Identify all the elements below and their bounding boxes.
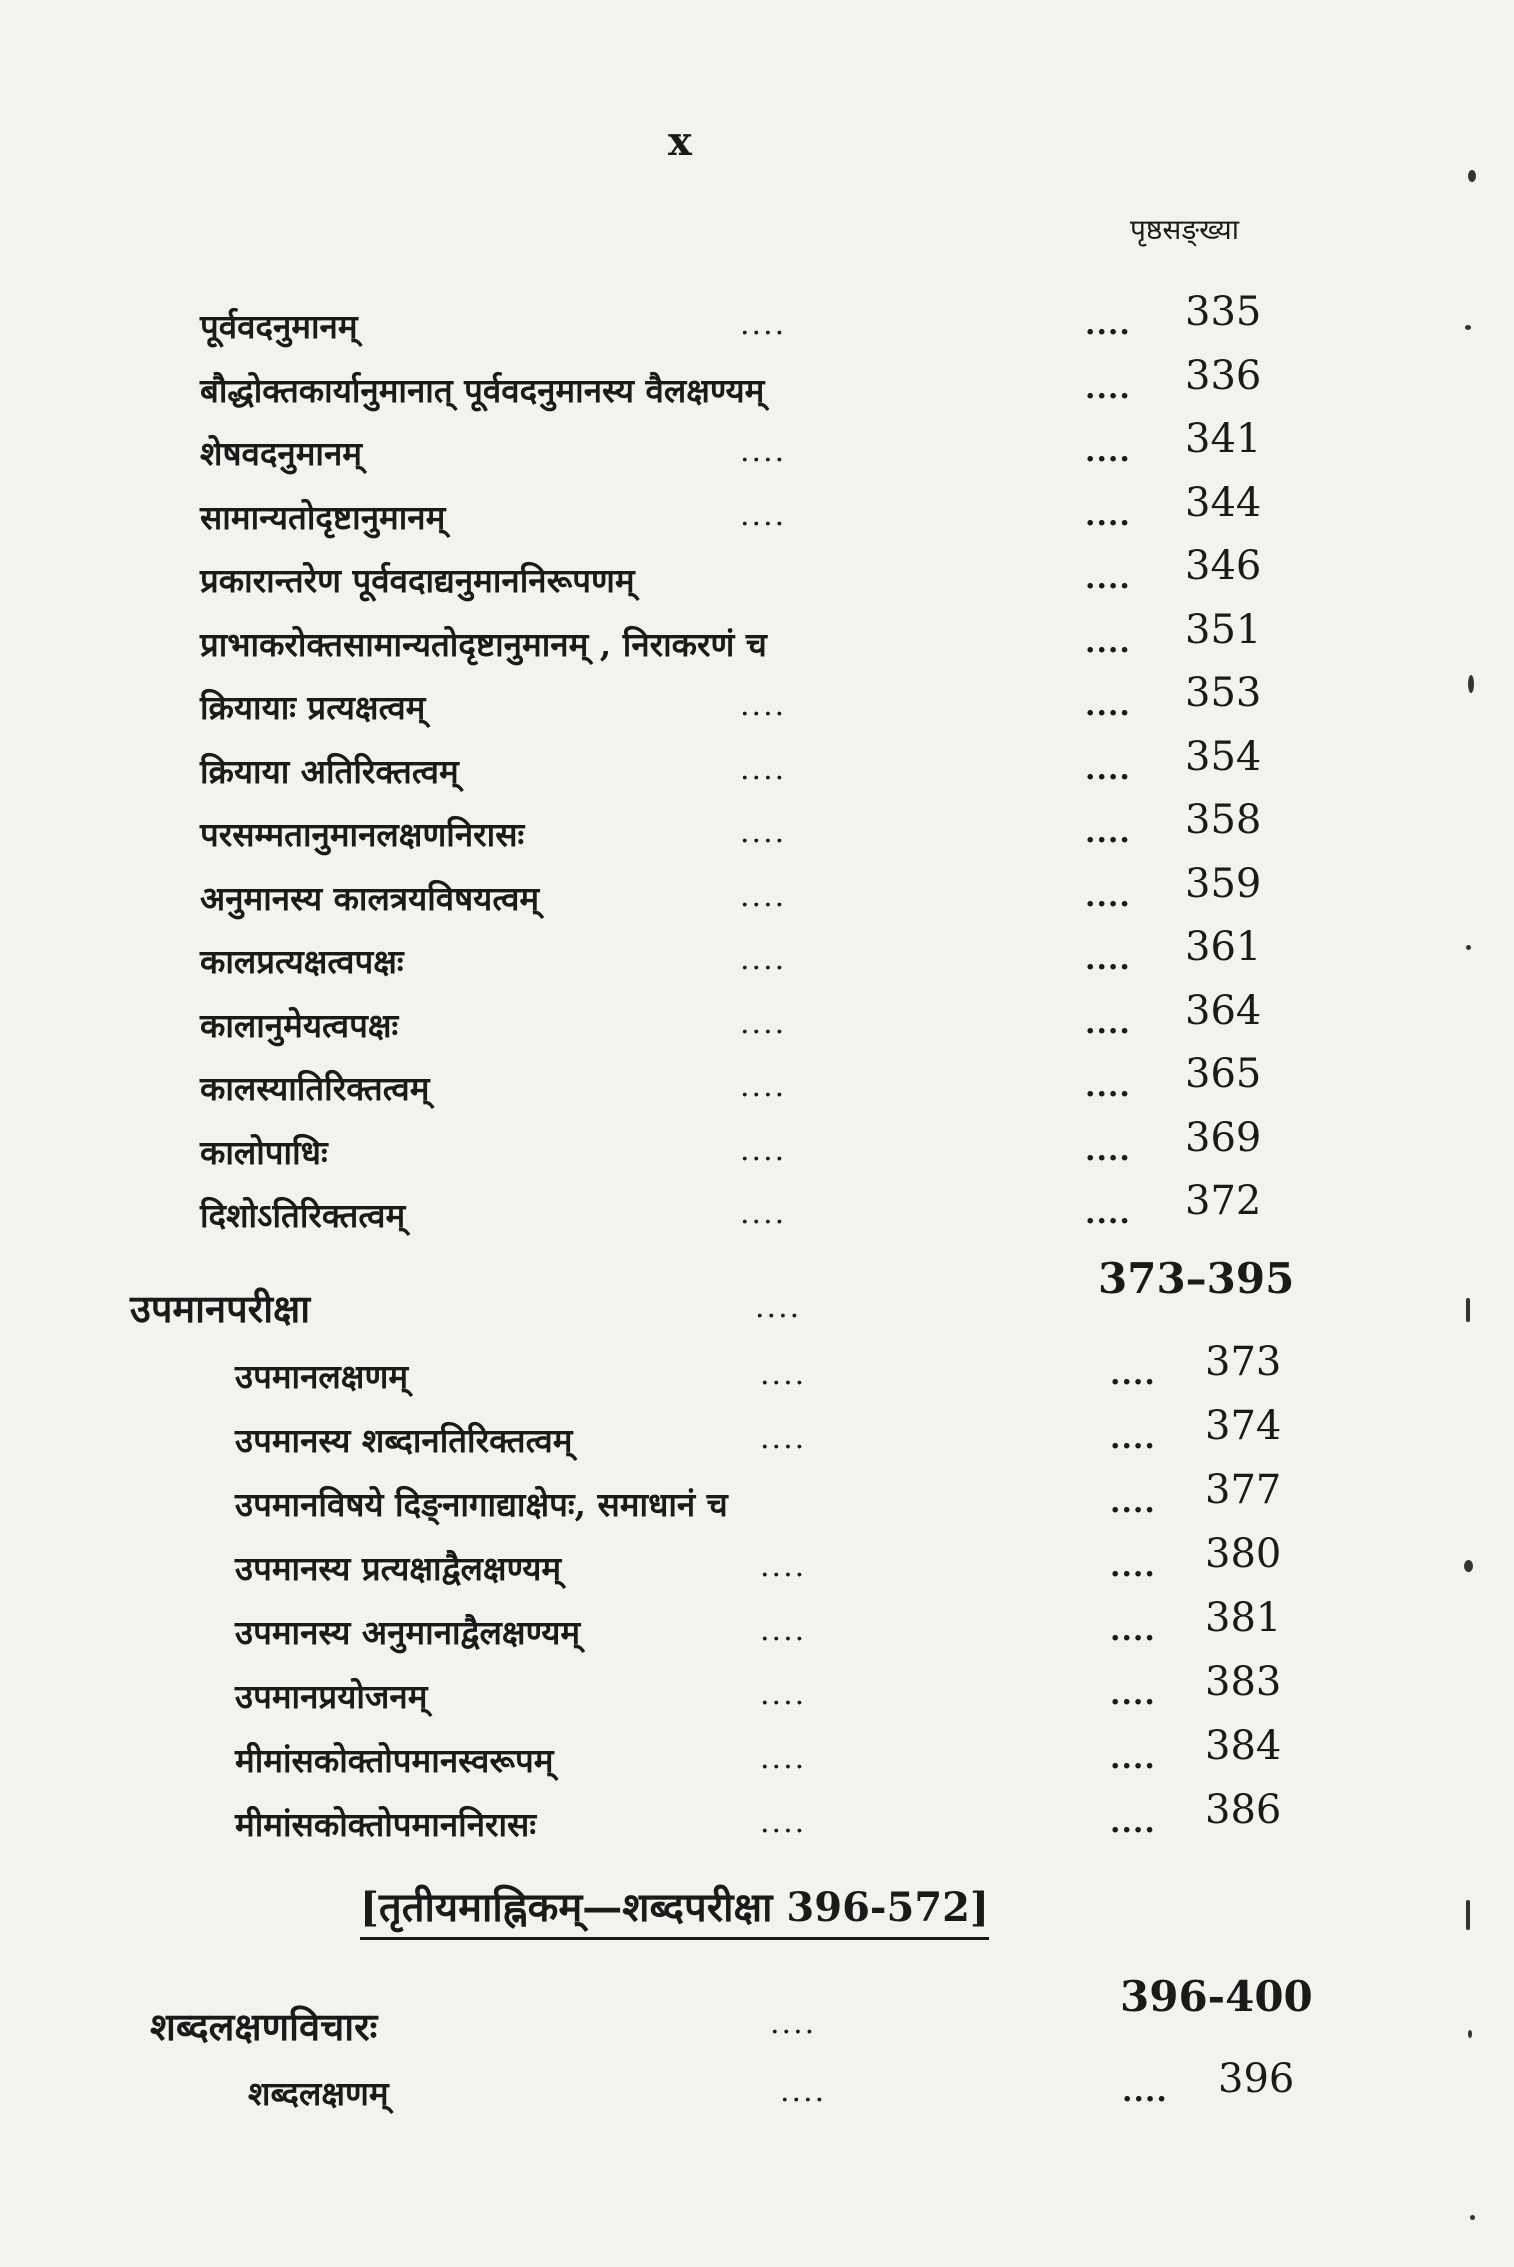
leader-dots: .... — [740, 1005, 787, 1041]
leader-dots: .... — [760, 1421, 807, 1456]
leader-dots: .... — [1110, 1741, 1156, 1776]
entry-page-number: 386 — [1205, 1787, 1282, 1833]
leader-dots: .... — [1110, 1357, 1156, 1392]
leader-dots: .... — [1085, 1005, 1131, 1041]
entry-page-number: 384 — [1205, 1723, 1282, 1769]
entry-page-number: 369 — [1185, 1114, 1262, 1161]
leader-dots: .... — [760, 1741, 807, 1776]
entry-page-number: 336 — [1185, 352, 1262, 399]
toc-entry — [0, 1403, 1514, 1469]
toc-entry — [0, 1595, 1514, 1661]
section-title: उपमानपरीक्षा — [130, 1286, 311, 1331]
leader-dots: .... — [760, 1613, 807, 1648]
leader-dots: .... — [1085, 561, 1131, 596]
entry-page-number: 335 — [1185, 289, 1262, 335]
leader-dots: .... — [1110, 1421, 1156, 1456]
leader-dots: .... — [760, 1357, 807, 1392]
entry-title: उपमानप्रयोजनम् — [235, 1677, 428, 1716]
entry-page-number: 358 — [1185, 797, 1262, 843]
scan-speck — [1466, 1298, 1470, 1322]
entry-title: पूर्ववदनुमानम् — [200, 307, 358, 346]
leader-dots: .... — [740, 1196, 787, 1231]
entry-page-number: 354 — [1185, 733, 1262, 780]
toc-entry — [0, 2056, 1514, 2122]
entry-page-number: 381 — [1205, 1595, 1282, 1641]
entry-title: उपमानविषये दिङ्नागाद्याक्षेपः, समाधानं च — [235, 1485, 728, 1524]
entry-page-number: 361 — [1185, 924, 1262, 970]
entry-page-number: 373 — [1205, 1339, 1282, 1385]
entry-title: क्रियायाः प्रत्यक्षत्वम् — [200, 688, 426, 727]
entry-page-number: 377 — [1205, 1467, 1282, 1513]
page-folio: x — [668, 118, 692, 165]
toc-entry — [0, 1723, 1514, 1789]
leader-dots: .... — [1085, 624, 1131, 660]
entry-page-number: 346 — [1185, 543, 1262, 589]
leader-dots: .... — [1085, 942, 1131, 977]
leader-dots: .... — [1085, 497, 1131, 533]
page-number-column-header: पृष्ठसङ्ख्या — [1130, 213, 1240, 246]
entry-page-number: 383 — [1205, 1659, 1282, 1705]
section-title: शब्दलक्षणविचारः — [150, 2004, 378, 2049]
entry-title: परसम्मतानुमानलक्षणनिरासः — [200, 815, 525, 854]
entry-page-number: 359 — [1185, 860, 1262, 907]
leader-dots: .... — [1085, 1069, 1131, 1104]
toc-entry — [0, 543, 1514, 609]
leader-dots: .... — [780, 2074, 827, 2109]
toc-entry — [0, 1178, 1514, 1244]
entry-title: क्रियाया अतिरिक्तत्वम् — [200, 751, 459, 791]
leader-dots: .... — [740, 751, 787, 787]
entry-title: प्राभाकरोक्तसामान्यतोदृष्टानुमानम् , निराकरणं च — [200, 624, 767, 664]
toc-entry — [0, 797, 1514, 863]
toc-entry — [0, 416, 1514, 482]
entry-title: बौद्धोक्तकार्यानुमानात् पूर्ववदनुमानस्य वैलक्षण्यम् — [200, 370, 765, 410]
entry-page-number: 351 — [1185, 606, 1262, 653]
entry-title: कालानुमेयत्वपक्षः — [200, 1005, 399, 1045]
entry-page-number: 364 — [1185, 987, 1262, 1034]
toc-entry — [0, 1659, 1514, 1725]
entry-title: कालोपाधिः — [200, 1132, 328, 1172]
scan-speck — [1466, 1900, 1470, 1930]
leader-dots: .... — [740, 307, 787, 342]
entry-title: प्रकारान्तरेण पूर्ववदाद्यनुमाननिरूपणम् — [200, 561, 635, 600]
toc-entry — [0, 670, 1514, 736]
scan-speck — [1468, 170, 1476, 182]
toc-entry — [0, 1051, 1514, 1117]
entry-title: उपमानस्य प्रत्यक्षाद्वैलक्षण्यम् — [235, 1549, 562, 1588]
leader-dots: .... — [1085, 370, 1131, 406]
leader-dots: .... — [755, 1290, 802, 1325]
leader-dots: .... — [1122, 2074, 1168, 2109]
entry-title: मीमांसकोक्तोपमानस्वरूपम् — [235, 1741, 554, 1780]
toc-entry — [0, 352, 1514, 419]
scan-speck — [1468, 675, 1474, 693]
entry-title: कालप्रत्यक्षत्वपक्षः — [200, 942, 404, 981]
entry-title: सामान्यतोदृष्टानुमानम् — [200, 497, 446, 537]
entry-title: मीमांसकोक्तोपमाननिरासः — [235, 1805, 537, 1844]
leader-dots: .... — [760, 1549, 807, 1584]
toc-entry — [0, 1787, 1514, 1853]
leader-dots: .... — [1085, 751, 1131, 787]
leader-dots: .... — [740, 878, 787, 914]
leader-dots: .... — [1085, 307, 1131, 342]
entry-page-number: 365 — [1185, 1051, 1262, 1097]
entry-title: उपमानलक्षणम् — [235, 1357, 409, 1396]
toc-section-shabda — [0, 1972, 1514, 2049]
entry-title: शब्दलक्षणम् — [248, 2074, 389, 2113]
scan-speck — [1464, 1560, 1473, 1572]
entry-page-number: 380 — [1205, 1531, 1282, 1577]
leader-dots: .... — [1085, 815, 1131, 850]
toc-entry — [0, 479, 1514, 546]
leader-dots: .... — [1110, 1613, 1156, 1648]
toc-entry — [0, 606, 1514, 673]
entry-title: अनुमानस्य कालत्रयविषयत्वम् — [200, 878, 540, 918]
toc-entry — [0, 860, 1514, 927]
toc-entry — [0, 1339, 1514, 1405]
leader-dots: .... — [760, 1677, 807, 1712]
toc-entry — [0, 1467, 1514, 1533]
leader-dots: .... — [740, 815, 787, 850]
leader-dots: .... — [1085, 688, 1131, 723]
toc-entry — [0, 1531, 1514, 1597]
leader-dots: .... — [1085, 1196, 1131, 1231]
toc-entry — [0, 924, 1514, 990]
entry-page-number: 374 — [1205, 1403, 1282, 1449]
entry-title: दिशोऽतिरिक्तत्वम् — [200, 1196, 406, 1235]
leader-dots: .... — [770, 2006, 817, 2041]
leader-dots: .... — [740, 688, 787, 723]
leader-dots: .... — [1085, 1132, 1131, 1168]
leader-dots: .... — [740, 1132, 787, 1168]
toc-entry — [0, 289, 1514, 355]
entry-page-number: 353 — [1185, 670, 1262, 716]
section-page-range: 396-400 — [1120, 1972, 1313, 2021]
leader-dots: .... — [1110, 1805, 1156, 1840]
scan-speck — [1470, 2215, 1475, 2220]
toc-entry — [0, 733, 1514, 800]
leader-dots: .... — [740, 497, 787, 533]
entry-page-number: 396 — [1218, 2056, 1295, 2102]
entry-page-number: 372 — [1185, 1178, 1262, 1224]
entry-page-number: 344 — [1185, 479, 1262, 526]
leader-dots: .... — [760, 1805, 807, 1840]
entry-page-number: 341 — [1185, 416, 1262, 462]
entry-title: उपमानस्य अनुमानाद्वैलक्षण्यम् — [235, 1613, 581, 1652]
toc-entry — [0, 987, 1514, 1054]
section-page-range: 373–395 — [1098, 1254, 1295, 1303]
leader-dots: .... — [1085, 878, 1131, 914]
leader-dots: .... — [1110, 1677, 1156, 1712]
scan-speck — [1465, 325, 1471, 330]
leader-dots: .... — [740, 1069, 787, 1104]
toc-entry — [0, 1114, 1514, 1181]
toc-section-upamana — [0, 1254, 1514, 1331]
entry-title: शेषवदनुमानम् — [200, 434, 363, 473]
entry-title: कालस्यातिरिक्तत्वम् — [200, 1069, 430, 1108]
entry-title: उपमानस्य शब्दानतिरिक्तत्वम् — [235, 1421, 573, 1460]
scan-speck — [1468, 2030, 1472, 2038]
leader-dots: .... — [740, 434, 787, 469]
leader-dots: .... — [1110, 1485, 1156, 1520]
leader-dots: .... — [740, 942, 787, 977]
chapter-heading: [तृतीयमाह्निकम्—शब्दपरीक्षा 396-572] — [360, 1878, 989, 1940]
scan-speck — [1466, 945, 1471, 950]
leader-dots: .... — [1110, 1549, 1156, 1584]
leader-dots: .... — [1085, 434, 1131, 469]
